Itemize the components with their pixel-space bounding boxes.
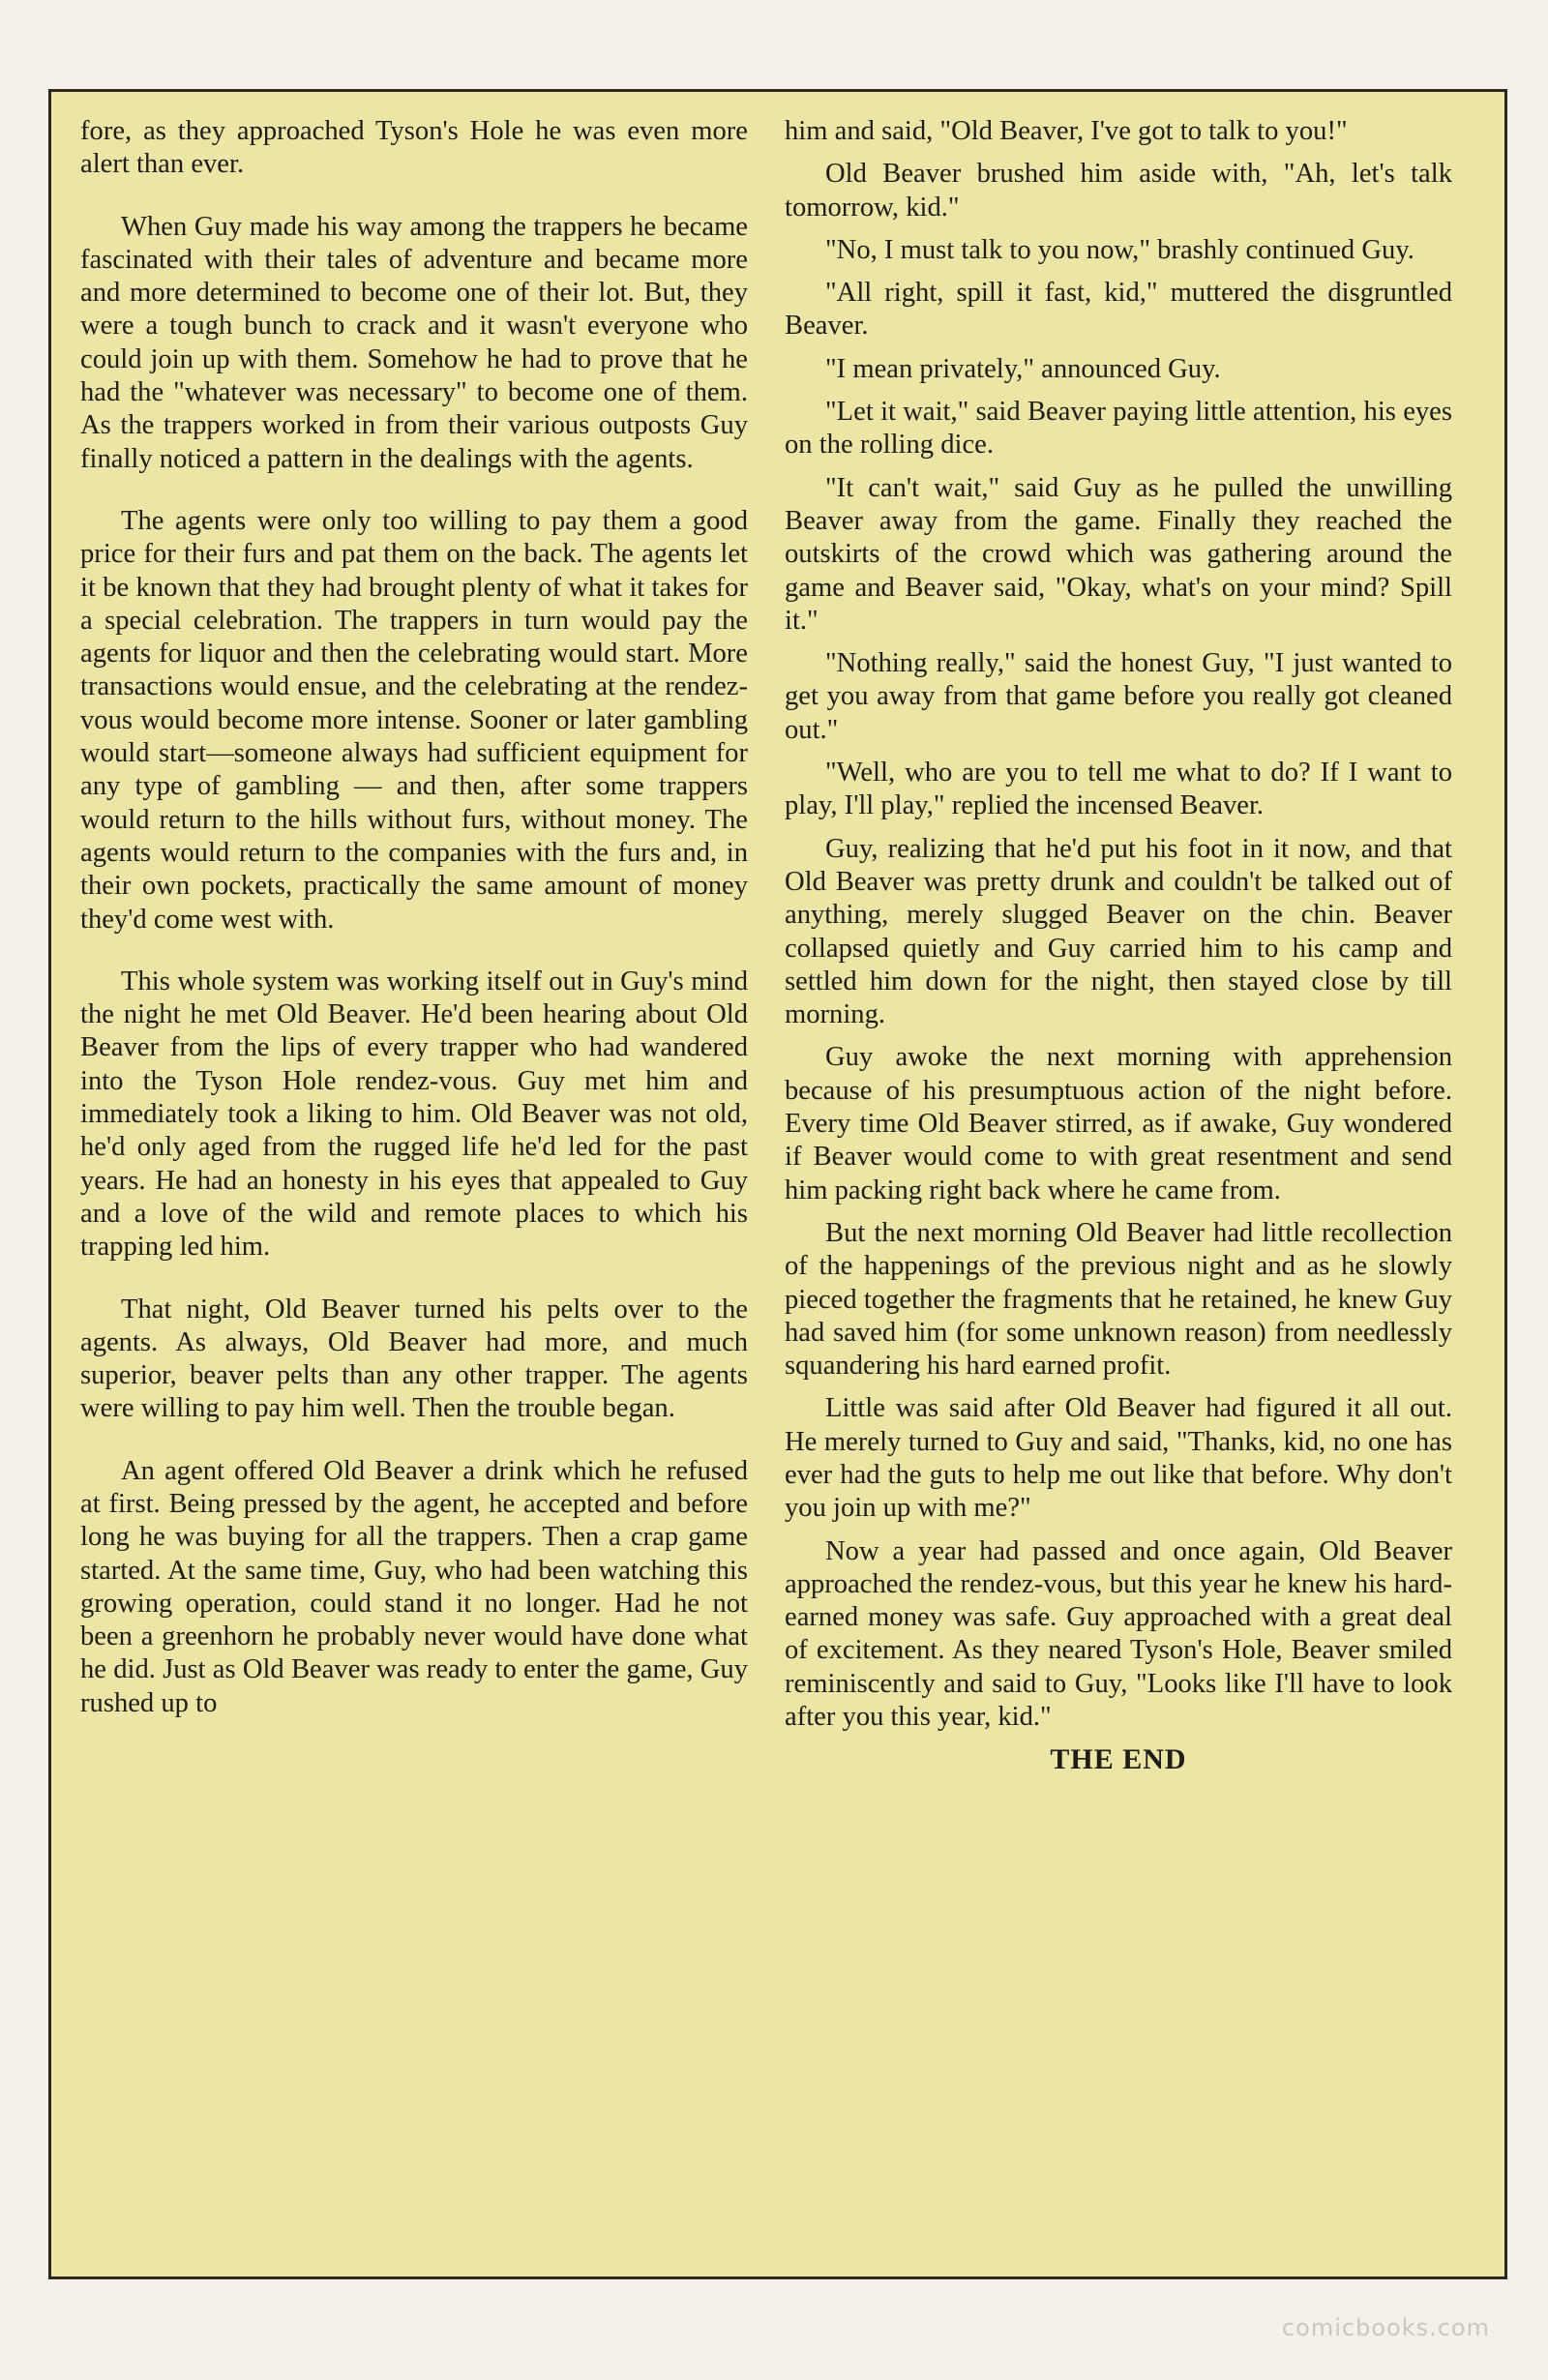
paragraph: Little was said after Old Beaver had figured it all out. He merely turned to Guy and said, "Thanks, kid, no one has ever had the guts to help me out like that before. Why don't you join up with me?" [785,1393,1452,1524]
the-end-label: THE END [1050,1743,1187,1776]
paragraph: him and said, "Old Beaver, I've got to talk to you!" [785,116,1348,146]
paragraph: Now a year had passed and once again, Old Beaver approached the rendez-vous, but this year he knew his hard-earned money was safe. Guy approached with a great deal of excitement. As they neared Tyson's Hole, Beaver smiled reminiscently and said to Guy, "Looks like I'll have to look after you this year, kid." [785,1535,1452,1733]
paragraph: When Guy made his way among the trappers he became fascinated with their tales of adventure and became more and more determined to become one of their lot. But, they were a tough bunch to crack and it wasn't everyone who could join up with them. Somehow he had to prove that he had the "whatever was necessary" to become one of them. As the trappers worked in from their various outposts Guy finally noticed a pattern in the dealings with the agents. [80,211,748,474]
right-text-column [785,115,1452,1806]
paragraph: "No, I must talk to you now," brashly continued Guy. [825,234,1414,265]
paragraph: "Let it wait," said Beaver paying little attention, his eyes on the rolling dice. [785,397,1452,461]
paragraph: "I mean privately," announced Guy. [825,353,1221,384]
paragraph: The agents were only too willing to pay them a good price for their furs and pat them on the back. The agents let it be known that they had brought plenty of what it takes for a special celebration. The trappers in turn would pay the agents for liquor and then the celebrating would start. More transactions would ensue, and the celebrating at the rendez-vous would become more intense. Sooner or later gambling would start—someone always had sufficient equipment for any type of gambling — and then, after some trappers would return to the hills without furs, without money. The agents would return to the companies with the furs and, in their own pockets, practically the same amount of money they'd come west with. [80,505,748,935]
paragraph: Guy, realizing that he'd put his foot in it now, and that Old Beaver was pretty drunk and couldn't be talked out of anything, merely slugged Beaver on the chin. Beaver collapsed quietly and Guy carried him to his camp and settled him down for the night, then stayed close by till morning. [785,833,1452,1030]
paragraph: "Well, who are you to tell me what to do? If I want to play, I'll play," replied the incensed Beaver. [785,758,1452,821]
paragraph: Guy awoke the next morning with apprehension because of his presumptuous action of the night before. Every time Old Beaver stirred, as if awake, Guy wondered if Beaver would come to with great resentment and send him packing right back where he came from. [785,1042,1452,1205]
paragraph: "All right, spill it fast, kid," muttered the disgruntled Beaver. [785,278,1452,342]
paragraph: An agent offered Old Beaver a drink which he refused at first. Being pressed by the agent, he accepted and before long he was buying for all the trappers. Then a crap game started. At the same time, Guy, who had been watching this growing operation, could stand it no longer. Had he not been a greenhorn he probably never would have done what he did. Just as Old Beaver was ready to enter the game, Guy rushed up to [80,1455,748,1718]
site-watermark: comicbooks.com [1281,2314,1490,2341]
left-text-column [80,115,748,1749]
story-page [48,89,1507,2279]
paragraph: Old Beaver brushed him aside with, "Ah, let's talk tomorrow, kid." [785,159,1452,223]
paragraph: But the next morning Old Beaver had little recollection of the happenings of the previous night and as he slowly pieced together the fragments that he retained, he knew Guy had saved him (for some unknown reason) from needlessly squandering his hard earned profit. [785,1217,1452,1382]
paragraph: fore, as they approached Tyson's Hole he was even more alert than ever. [80,116,748,180]
paragraph: That night, Old Beaver turned his pelts over to the agents. As always, Old Beaver had more, and much superior, beaver pelts than any other trapper. The agents were willing to pay him well. Then the trouble began. [80,1294,748,1424]
paragraph: "Nothing really," said the honest Guy, "I just wanted to get you away from that game before you really got cleaned out." [785,648,1452,745]
paragraph: This whole system was working itself out in Guy's mind the night he met Old Beaver. He'd been hearing about Old Beaver from the lips of every trapper who had wandered into the Tyson Hole rendez-vous. Guy met him and immediately took a liking to him. Old Beaver was not old, he'd only aged from the rugged life he'd led for the past years. He had an honesty in his eyes that appealed to Guy and a love of the wild and remote places to which his trapping led him. [80,966,748,1263]
paragraph: "It can't wait," said Guy as he pulled the unwilling Beaver away from the game. Finally they reached the outskirts of the crowd which was gathering around the game and Beaver said, "Okay, what's on your mind? Spill it." [785,472,1452,636]
